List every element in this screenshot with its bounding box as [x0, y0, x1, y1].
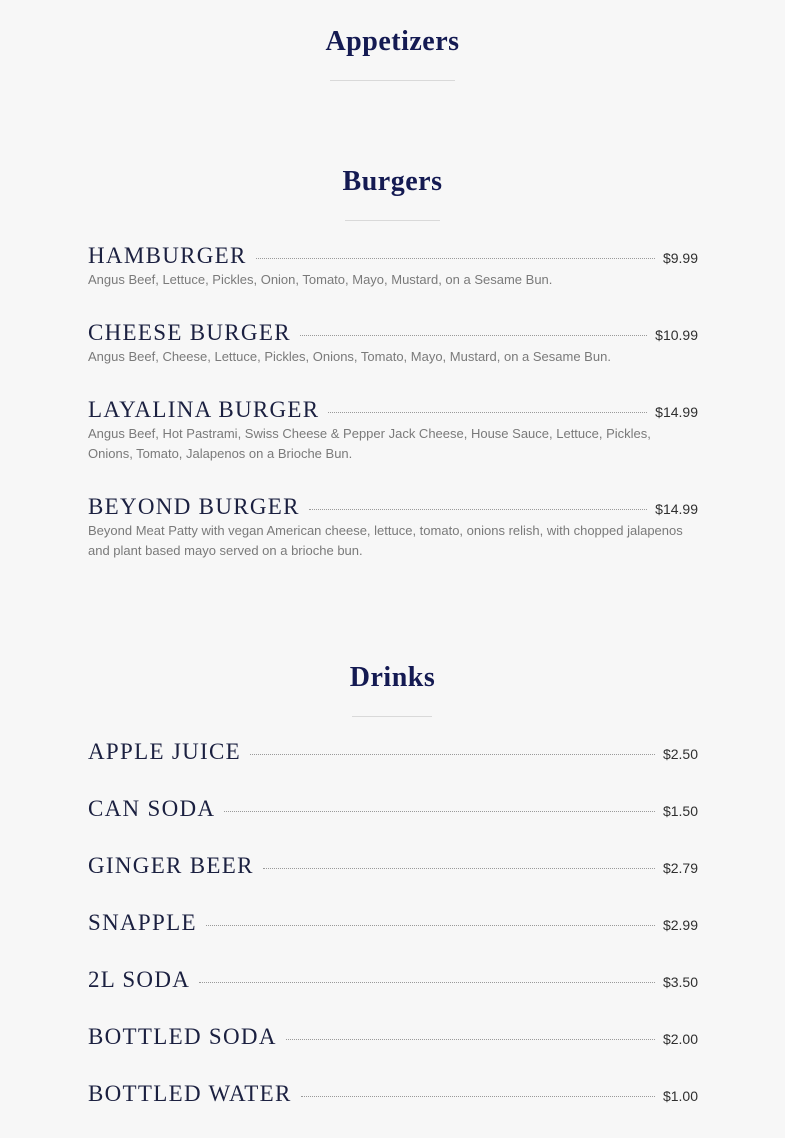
menu-item-price: $14.99: [655, 501, 698, 517]
menu-item-description: Beyond Meat Patty with vegan American cheese, lettuce, tomato, onions relish, with chopped jalapenos and plant based mayo served on a brioche bun.: [88, 523, 683, 558]
dot-leader: [206, 925, 655, 926]
menu-item-price: $2.00: [662, 1031, 698, 1047]
dot-leader: [301, 1096, 655, 1097]
dot-leader: [250, 754, 655, 755]
menu-item-name: CAN SODA: [88, 796, 216, 821]
menu-item: [88, 796, 698, 822]
menu-item-price: $3.50: [662, 974, 698, 990]
menu-item: [88, 910, 698, 936]
menu-item-name: LAYALINA BURGER: [88, 397, 320, 422]
dot-leader: [300, 335, 647, 336]
menu-item-name: SNAPPLE: [88, 910, 197, 935]
menu-item-name: BEYOND BURGER: [88, 494, 300, 519]
drinks-divider: [352, 716, 432, 717]
menu-item-name: APPLE JUICE: [88, 739, 241, 764]
menu-item-price: $2.99: [662, 917, 698, 933]
dot-leader: [328, 412, 647, 413]
menu-item-price: $10.99: [655, 327, 698, 343]
menu-item-name: HAMBURGER: [88, 243, 247, 268]
menu-item: [88, 1081, 698, 1107]
menu-item-name: CHEESE BURGER: [88, 320, 291, 345]
menu-item-price: $2.79: [662, 860, 698, 876]
menu-item-description: Angus Beef, Cheese, Lettuce, Pickles, Onions, Tomato, Mayo, Mustard, on a Sesame Bun.: [88, 349, 611, 364]
menu-item: [88, 494, 698, 561]
drinks-heading: Drinks: [349, 662, 436, 693]
menu-item: [88, 739, 698, 765]
appetizers-divider: [330, 80, 455, 81]
menu-item-name: 2L SODA: [88, 967, 191, 992]
dot-leader: [309, 509, 647, 510]
appetizers-heading: Appetizers: [325, 26, 460, 57]
menu-item-price: $2.50: [662, 746, 698, 762]
menu-item-price: $1.00: [662, 1088, 698, 1104]
menu-item: [88, 320, 698, 367]
menu-item: [88, 397, 698, 464]
menu-item: [88, 853, 698, 879]
menu-item-price: $14.99: [655, 404, 698, 420]
menu-item-description: Angus Beef, Hot Pastrami, Swiss Cheese & Pepper Jack Cheese, House Sauce, Lettuce, Pickles, Onions, Tomato, Jalapenos on a Brioche Bun.: [88, 426, 651, 461]
dot-leader: [199, 982, 655, 983]
menu-item: [88, 1024, 698, 1050]
dot-leader: [286, 1039, 655, 1040]
menu-item-description: Angus Beef, Lettuce, Pickles, Onion, Tomato, Mayo, Mustard, on a Sesame Bun.: [88, 272, 553, 287]
menu-item-name: BOTTLED SODA: [88, 1024, 277, 1049]
dot-leader: [256, 258, 655, 259]
menu-item-name: GINGER BEER: [88, 853, 254, 878]
menu-item-name: BOTTLED WATER: [88, 1081, 292, 1106]
menu-item: [88, 243, 698, 290]
burgers-divider: [345, 220, 440, 221]
menu-item: [88, 967, 698, 993]
dot-leader: [263, 868, 655, 869]
menu-item-price: $9.99: [662, 250, 698, 266]
dot-leader: [224, 811, 655, 812]
menu-item-price: $1.50: [662, 803, 698, 819]
burgers-heading: Burgers: [342, 166, 443, 197]
